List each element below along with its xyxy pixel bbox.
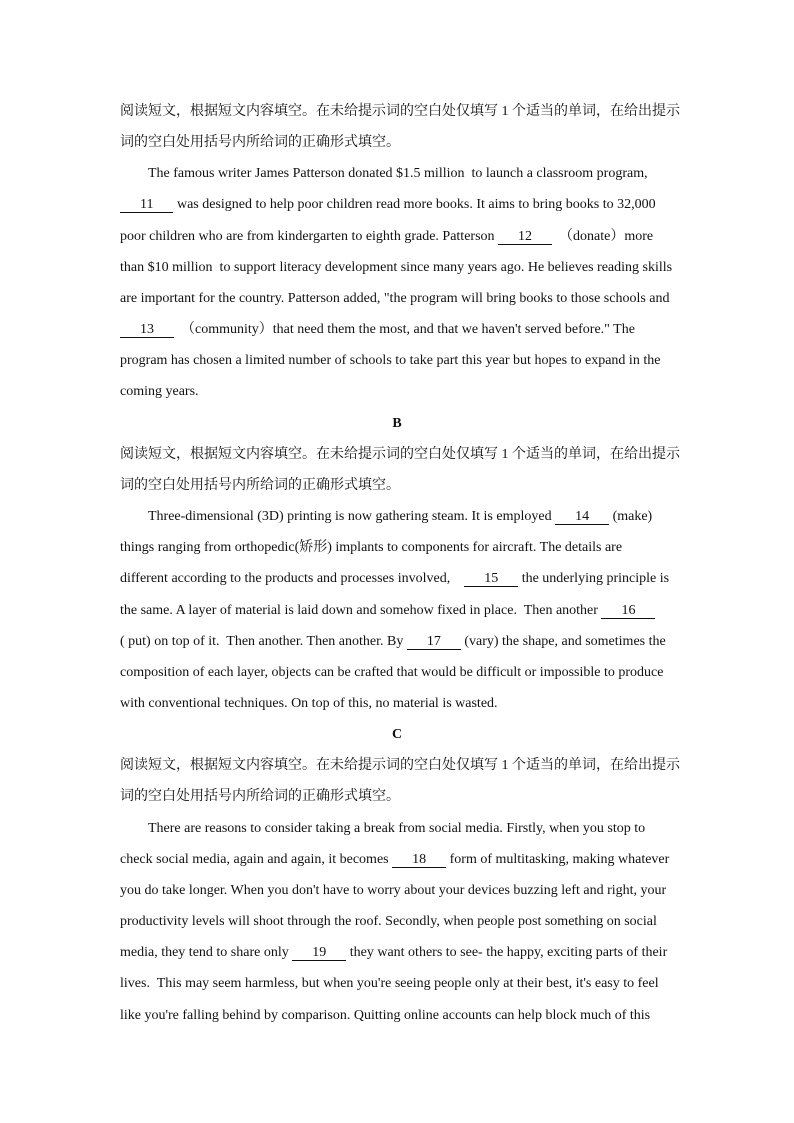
blank-13: 13 [120,322,174,338]
passage [120,501,674,719]
passage-line [120,252,674,283]
passage-text: lives. This may seem harmless, but when you're seeing people only at their best, it's easy to feel [120,976,659,992]
instruction [120,439,680,501]
blank-17: 17 [407,634,461,650]
passage-text: things ranging from orthopedic(矫形) implants to components for aircraft. The details are [120,540,623,556]
passage-line [120,501,674,532]
passage-text: (vary) the shape, and sometimes the [460,633,666,649]
passage-line [120,532,674,563]
document-body [120,96,680,1031]
passage-line [120,314,674,345]
instruction [120,96,680,158]
blank-18: 18 [392,852,446,868]
blank-16: 16 [601,603,655,619]
instruction-line: 词的空白处用括号内所给词的正确形式填空。 [120,135,400,151]
passage-line [120,688,674,719]
passage-text: There are reasons to consider taking a break from social media. Firstly, when you stop to [148,820,646,836]
passage-text: than $10 million to support literacy development since many years ago. He believes reading skills [120,259,673,275]
instruction-line: 词的空白处用括号内所给词的正确形式填空。 [120,477,400,493]
blank-15: 15 [464,571,518,587]
passage-line [120,283,674,314]
passage-line [120,937,674,968]
passage-text: Three-dimensional (3D) printing is now gathering steam. It is employed [148,509,556,525]
passage-text: (make) [609,509,653,525]
passage [120,813,674,1031]
passage-line [120,595,674,626]
blank-14: 14 [555,509,609,525]
instruction [120,750,680,812]
passage-text: you do take longer. When you don't have to worry about your devices buzzing left and right, your [120,882,667,898]
section [120,719,680,1031]
passage-line [120,813,674,844]
passage-text: composition of each layer, objects can be crafted that would be difficult or impossible to produce [120,664,664,680]
passage [120,158,674,407]
blank-12: 12 [498,229,552,245]
passage-line [120,158,674,189]
passage-line [120,906,674,937]
passage-line [120,968,674,999]
passage-text: form of multitasking, making whatever [446,851,670,867]
instruction-line: 阅读短文，根据短文内容填空。在未给提示词的空白处仅填写 1 个适当的单词，在给出提示 [120,446,680,462]
section [120,96,680,408]
passage-text: poor children who are from kindergarten to eighth grade. Patterson [120,228,499,244]
passage-line [120,657,674,688]
passage-text: are important for the country. Patterson added, "the program will bring books to those schools and [120,290,670,306]
passage-line [120,376,674,407]
section [120,408,680,720]
passage-text: productivity levels will shoot through the roof. Secondly, when people post something on social [120,914,657,930]
passage-line [120,189,674,220]
instruction-line: 词的空白处用括号内所给词的正确形式填空。 [120,789,400,805]
instruction-line: 阅读短文，根据短文内容填空。在未给提示词的空白处仅填写 1 个适当的单词，在给出提示 [120,104,680,119]
instruction-line: 阅读短文，根据短文内容填空。在未给提示词的空白处仅填写 1 个适当的单词，在给出提示 [120,758,680,774]
passage-text: ( put) on top of it. Then another. Then another. By [120,633,407,649]
passage-text: （donate）more [552,228,654,244]
passage-line [120,875,674,906]
passage-text: they want others to see- the happy, exciting parts of their [346,945,668,961]
passage-line [120,844,674,875]
passage-text: coming years. [120,384,199,400]
blank-19: 19 [292,945,346,961]
section-heading: C [391,727,403,743]
passage-text: was designed to help poor children read more books. It aims to bring books to 32,000 [173,197,656,213]
passage-text: the same. A layer of material is laid down and somehow fixed in place. Then another [120,602,602,618]
passage-text: （community）that need them the most, and that we haven't served before." The [174,322,635,338]
passage-text: The famous writer James Patterson donated $1.5 million to launch a classroom program, [148,166,648,182]
blank-11: 11 [120,197,173,213]
passage-text: check social media, again and again, it becomes [120,851,393,867]
passage-line [120,1000,674,1031]
passage-text: the underlying principle is [518,571,670,587]
passage-line [120,345,674,376]
passage-line [120,221,674,252]
section-heading: B [392,415,402,431]
passage-text: media, they tend to share only [120,945,293,961]
passage-text: like you're falling behind by comparison. Quitting online accounts can help block much of this [120,1007,651,1023]
passage-text: with conventional techniques. On top of this, no material is wasted. [120,695,498,711]
passage-text: different according to the products and processes involved, [120,571,465,587]
passage-line [120,563,674,594]
passage-text: program has chosen a limited number of schools to take part this year but hopes to expand in the [120,353,661,369]
passage-line [120,626,674,657]
